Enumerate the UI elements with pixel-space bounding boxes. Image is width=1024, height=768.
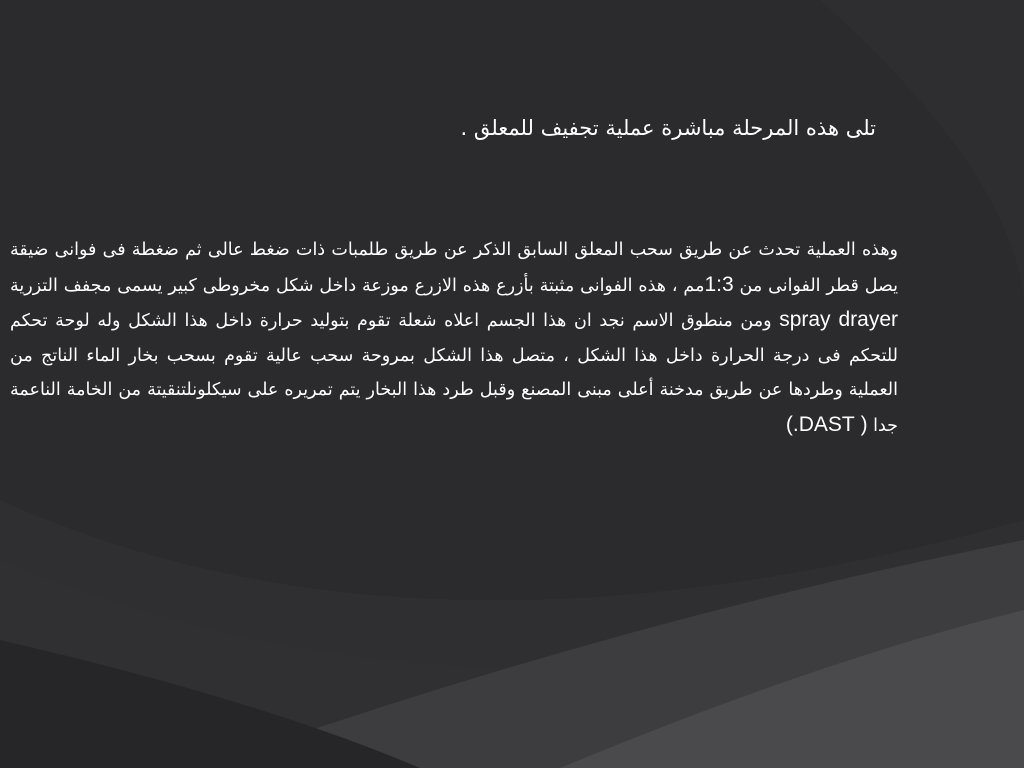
- slide-title-line: تلى هذه المرحلة مباشرة عملية تجفيف للمعلق .: [460, 116, 876, 140]
- slide-body-paragraph: [10, 233, 898, 443]
- body-part-2: مم ، هذه الفوانى مثبتة بأزرع هذه الازرع موزعة داخل شكل مخروطى كبير يسمى مجفف التزرية: [10, 275, 705, 296]
- body-part-1: وهذه العملية تحدث عن طريق سحب المعلق السابق الذكر عن طريق طلمبات ذات ضغط عالى ثم ضغطة فى فوانى ضيقة يصل قطر الفوانى من: [10, 240, 899, 296]
- body-closing: ( DAST.): [785, 412, 868, 436]
- body-ratio: 1:3: [704, 272, 734, 296]
- body-part-3: ومن منطوق الاسم نجد ان هذا الجسم اعلاه شعلة تقوم بتوليد حرارة داخل هذا الشكل وله لوحة تحكم للتحكم فى درجة الحرارة داخل هذا الشكل ، متصل هذا الشكل بمروحة سحب عالية تقوم بسحب بخار الماء الناتج من العملية وطردها عن طريق مدخنة أعلى مبنى المصنع وقبل طرد هذا البخار يتم تمريره على سيكلونلتنقيتة من الخامة الناعمة جدا: [10, 311, 898, 436]
- body-latin-term: spray drayer: [779, 308, 898, 331]
